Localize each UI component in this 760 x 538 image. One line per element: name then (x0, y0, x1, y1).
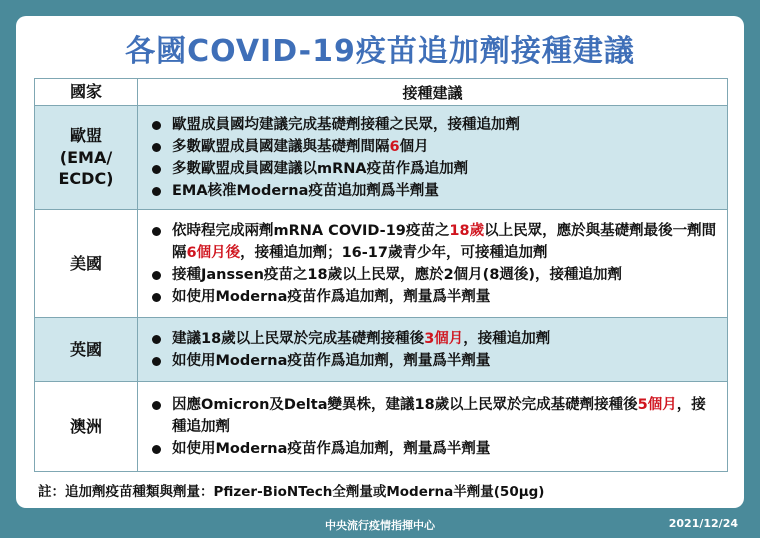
recommendation-list (138, 322, 727, 378)
list-item (150, 286, 719, 308)
page-title: 各國COVID-19疫苗追加劑接種建議 (125, 34, 635, 69)
list-item (150, 394, 719, 438)
footnote: 註：追加劑疫苗種類與劑量：Pfizer-BioNTech全劑量或Moderna半劑量(50μg) (38, 484, 545, 500)
recommendation-list (138, 214, 727, 314)
item-text: ，接種追加劑；16-17歲青少年，可接種追加劑 (240, 244, 548, 261)
item-text: 如使用Moderna疫苗作爲追加劑，劑量爲半劑量 (172, 288, 491, 305)
country-cell: 歐盟 (EMA/ ECDC) (35, 106, 138, 210)
list-item (150, 264, 719, 286)
item-text: 接種Janssen疫苗之18歲以上民眾，應於2個月(8週後)，接種追加劑 (172, 266, 623, 283)
list-item (150, 438, 719, 460)
header-country: 國家 (35, 79, 138, 106)
item-text: 因應Omicron及Delta變異株，建議18歲以上民眾於完成基礎劑接種後 (172, 396, 638, 413)
table-row (35, 382, 728, 472)
item-text: 建議18歲以上民眾於完成基礎劑接種後 (172, 330, 425, 347)
item-text: 以上民眾，應於與基礎劑最後一劑間隔 (172, 222, 717, 261)
highlight-text: 6 (389, 138, 400, 155)
recommendation-cell (138, 210, 728, 318)
item-text: 多數歐盟成員國建議與基礎劑間隔 (172, 138, 390, 155)
table-row (35, 210, 728, 318)
item-text: 多數歐盟成員國建議以mRNA疫苗作爲追加劑 (172, 160, 469, 177)
highlight-text: 6個月後 (186, 244, 241, 261)
highlight-text: 5個月 (637, 396, 677, 413)
list-item (150, 328, 719, 350)
list-item (150, 114, 719, 136)
list-item (150, 180, 719, 202)
recommendation-cell (138, 106, 728, 210)
highlight-text: 18歲 (449, 222, 485, 239)
item-text: 如使用Moderna疫苗作爲追加劑，劑量爲半劑量 (172, 440, 491, 457)
item-text: ，接種追加劑 (172, 396, 706, 435)
recommendation-list (138, 388, 727, 466)
item-text: ，接種追加劑 (463, 330, 551, 347)
table-body (35, 106, 728, 472)
table-header-row (35, 79, 728, 106)
country-cell: 美國 (35, 210, 138, 318)
item-text: EMA核准Moderna疫苗追加劑爲半劑量 (172, 182, 439, 199)
agency-name: 中央流行疫情指揮中心 (325, 519, 435, 532)
item-text: 依時程完成兩劑mRNA COVID-19疫苗之 (172, 222, 450, 239)
country-cell: 澳洲 (35, 382, 138, 472)
list-item (150, 158, 719, 180)
recommendation-cell (138, 318, 728, 382)
list-item (150, 220, 719, 264)
table-row (35, 106, 728, 210)
country-cell: 英國 (35, 318, 138, 382)
item-text: 歐盟成員國均建議完成基礎劑接種之民眾，接種追加劑 (172, 116, 520, 133)
content-card (16, 16, 744, 508)
header-recommendation: 接種建議 (138, 79, 728, 106)
table-row (35, 318, 728, 382)
recommendation-cell (138, 382, 728, 472)
publish-date: 2021/12/24 (668, 517, 738, 530)
item-text: 個月 (399, 138, 429, 155)
list-item (150, 350, 719, 372)
highlight-text: 3個月 (424, 330, 464, 347)
item-text: 如使用Moderna疫苗作爲追加劑，劑量爲半劑量 (172, 352, 491, 369)
list-item (150, 136, 719, 158)
recommendation-table (34, 78, 728, 472)
recommendation-list (138, 108, 727, 208)
